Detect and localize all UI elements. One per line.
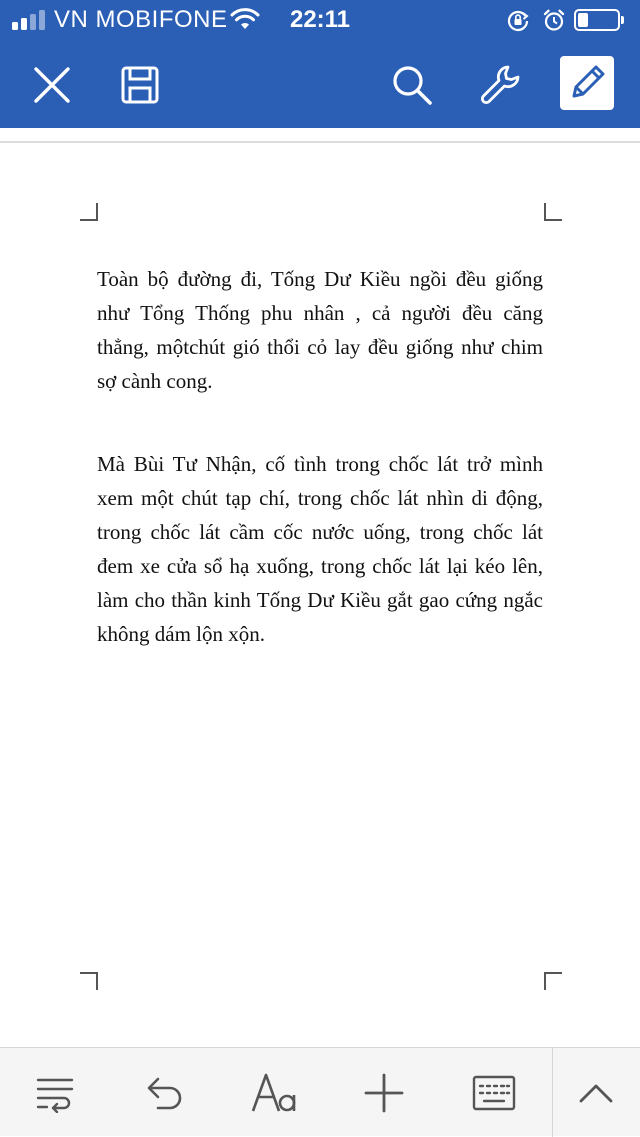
edit-button[interactable] [560, 56, 614, 110]
toolbar-separator [552, 1048, 553, 1137]
document-paragraph-1[interactable]: Toàn bộ đường đi, Tống Dư Kiều ngồi đều giống như Tổng Thống phu nhân , cả người đều căng thẳng, mộtchút gió thổi cỏ lay đều giống như chim sợ cành cong. [97, 267, 543, 393]
save-icon [120, 65, 160, 105]
reflow-icon [35, 1073, 75, 1113]
status-bar [0, 0, 640, 40]
document-paragraph-2[interactable]: Mà Bùi Tư Nhận, cố tình trong chốc lát trở mình xem một chút tạp chí, trong chốc lát nhìn di động, trong chốc lát cầm cốc nước uống, trong chốc lát đem xe cửa sổ hạ xuống, trong chốc lát lại kéo lên, làm cho thần kinh Tống Dư Kiều gắt gao cứng ngắc không dám lộn xộn. [97, 452, 543, 646]
toolbar-divider [0, 141, 640, 143]
battery-icon [574, 9, 620, 31]
save-button[interactable] [111, 56, 169, 114]
chevron-up-icon [578, 1081, 614, 1105]
page-margin-corner-bottom-right [544, 972, 562, 990]
expand-toolbar-button[interactable] [571, 1068, 621, 1118]
insert-plus-icon [363, 1072, 405, 1114]
font-format-icon [251, 1071, 299, 1115]
carrier-name: VN MOBIFONE [54, 6, 228, 33]
keyboard-button[interactable] [469, 1068, 519, 1118]
wrench-icon [478, 63, 522, 107]
insert-button[interactable] [359, 1068, 409, 1118]
keyboard-icon [472, 1075, 516, 1111]
search-button[interactable] [383, 56, 441, 114]
page-margin-corner-bottom-left [80, 972, 98, 990]
bottom-toolbar [0, 1047, 640, 1136]
rotation-lock-icon [506, 8, 530, 32]
search-icon [390, 63, 434, 107]
alarm-icon [542, 8, 566, 32]
edit-pencil-icon [566, 62, 608, 104]
close-icon [32, 65, 72, 105]
format-button[interactable] [250, 1068, 300, 1118]
page-margin-corner-top-right [544, 203, 562, 221]
close-button[interactable] [23, 56, 81, 114]
status-time: 22:11 [289, 6, 351, 33]
reflow-button[interactable] [30, 1068, 80, 1118]
undo-button[interactable] [140, 1068, 190, 1118]
tools-button[interactable] [471, 56, 529, 114]
page-margin-corner-top-left [80, 203, 98, 221]
top-app-bar [0, 0, 640, 128]
undo-icon [144, 1072, 186, 1114]
